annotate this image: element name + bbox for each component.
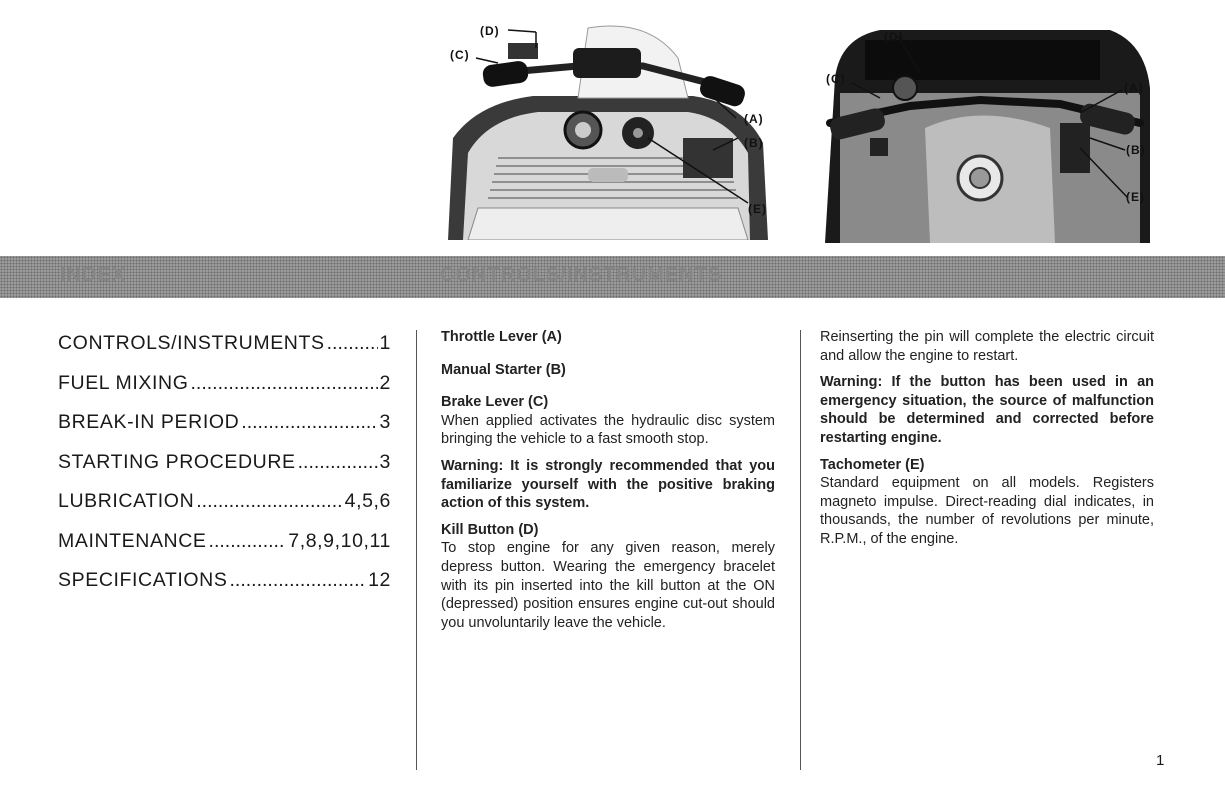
handlebar-controls-illustration bbox=[810, 18, 1155, 243]
brake-heading: Brake Lever (C) bbox=[441, 394, 549, 411]
banner-controls-heading: CONTROLS/INSTRUMENTS bbox=[440, 264, 723, 286]
column-divider bbox=[416, 330, 417, 770]
reinsert-text: Reinserting the pin will complete the electric circuit and allow the engine to restart. bbox=[820, 329, 1154, 364]
tachometer-text: Standard equipment on all models. Registers magneto impulse. Direct-reading dial indicates, in thousands, the number of revolutions per minute, R.P.M., of the engine. bbox=[820, 475, 1154, 547]
warning-braking: Warning: It is strongly recommended that you familiarize yourself with the positive braking action of this system. bbox=[441, 457, 775, 512]
kill-button-heading: Kill Button (D) bbox=[441, 521, 539, 538]
snowmobile-console-illustration bbox=[438, 18, 773, 240]
column-divider bbox=[800, 330, 801, 770]
index-entry-starting[interactable]: STARTING PROCEDURE ..... 3 bbox=[58, 451, 391, 491]
callout-c-left: (C) bbox=[450, 48, 470, 62]
callout-e-right: (E) bbox=[1126, 190, 1145, 204]
throttle-heading: Throttle Lever (A) bbox=[441, 329, 562, 345]
warning-emergency: Warning: If the button has been used in an emergency situation, the source of malfunction should be determined and corrected before restarting engine. bbox=[820, 374, 1154, 446]
controls-column-2 bbox=[820, 328, 1154, 549]
callout-a-left: (A) bbox=[744, 112, 764, 126]
tachometer-heading: Tachometer (E) bbox=[820, 456, 925, 473]
index-entry-specifications[interactable]: SPECIFICATIONS ..... 12 bbox=[58, 569, 391, 609]
index-entry-controls[interactable]: CONTROLS/INSTRUMENTS ..... 1 bbox=[58, 332, 391, 372]
callout-b-right: (B) bbox=[1126, 143, 1146, 157]
callout-d-left: (D) bbox=[480, 24, 500, 38]
page-number: 1 bbox=[1156, 752, 1165, 769]
callout-c-right: (C) bbox=[826, 72, 846, 86]
callout-a-right: (A) bbox=[1124, 81, 1144, 95]
index-entry-maintenance[interactable]: MAINTENANCE ..... 7,8,9,10,11 bbox=[58, 530, 391, 570]
index-list bbox=[58, 332, 391, 609]
banner-index-heading: INDEX bbox=[60, 264, 127, 286]
index-entry-break-in[interactable]: BREAK-IN PERIOD ..... 3 bbox=[58, 411, 391, 451]
index-entry-lubrication[interactable]: LUBRICATION ..... 4,5,6 bbox=[58, 490, 391, 530]
brake-text: When applied activates the hydraulic disc system bringing the vehicle to a fast smooth stop. bbox=[441, 412, 775, 448]
callout-d-right: (D) bbox=[884, 30, 904, 44]
controls-column-1 bbox=[441, 328, 775, 632]
kill-button-text: To stop engine for any given reason, merely depress button. Wearing the emergency bracelet with its pin inserted into the kill button at the ON (depressed) position ensures engine cut-out should you unvoluntarily leave the vehicle. bbox=[441, 540, 775, 631]
callout-b-left: (B) bbox=[744, 136, 764, 150]
callout-e-left: (E) bbox=[748, 202, 767, 216]
index-entry-fuel-mixing[interactable]: FUEL MIXING ..... 2 bbox=[58, 372, 391, 412]
starter-heading: Manual Starter (B) bbox=[441, 361, 566, 378]
section-banner bbox=[0, 256, 1225, 298]
